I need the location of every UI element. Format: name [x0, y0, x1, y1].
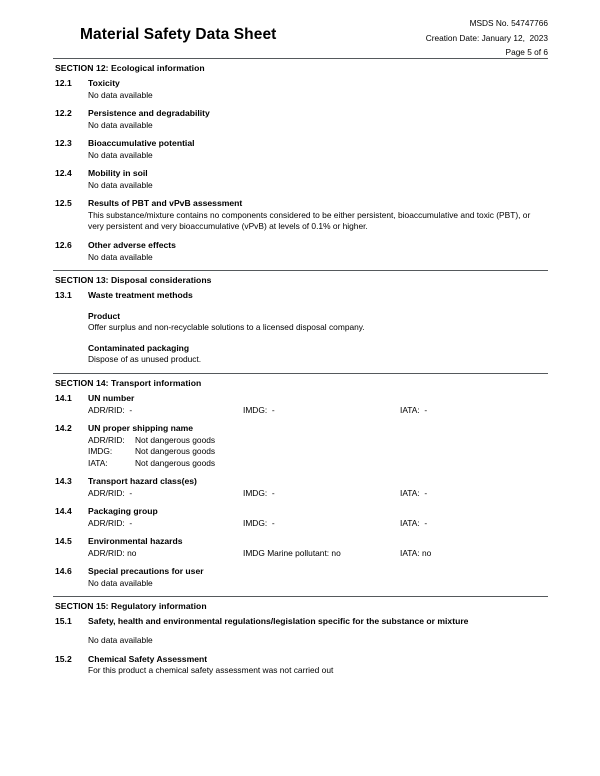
section-items [0, 393, 600, 596]
item-number: 12.4 [55, 168, 72, 179]
transport-kv-value: Not dangerous goods [135, 457, 216, 468]
item-text: This substance/mixture contains no components considered to be either persistent, bioaccumulative and toxic (PBT), or very persistent and very bioaccumulative (vPvB) at levels of 0.1% or higher. [88, 209, 531, 232]
item-body [88, 536, 548, 559]
item-heading: Bioaccumulative potential [88, 138, 195, 149]
item-heading: Special precautions for user [88, 566, 204, 577]
section-title: SECTION 14: Transport information [55, 378, 202, 389]
section-item [0, 138, 600, 168]
item-text: No data available [88, 89, 153, 100]
section-items [0, 290, 600, 373]
item-number: 14.5 [55, 536, 72, 547]
item-number: 12.1 [55, 78, 72, 88]
section-items [0, 78, 600, 270]
msds-number: MSDS No. 54747766 [469, 18, 548, 28]
sub-text: Offer surplus and non-recyclable solutions to a licensed disposal company. [88, 322, 365, 333]
section-title: SECTION 12: Ecological information [55, 63, 205, 73]
item-number: 12.2 [55, 108, 72, 119]
section-item [0, 78, 600, 108]
item-number: 14.3 [55, 476, 72, 487]
section-block [0, 270, 600, 373]
document-meta [426, 16, 548, 60]
section-divider [53, 373, 548, 374]
section-item [0, 108, 600, 138]
item-text: No data available [88, 119, 153, 130]
transport-mode-c1: ADR/RID: - [88, 487, 133, 498]
item-heading: Chemical Safety Assessment [88, 653, 208, 664]
item-number: 13.1 [55, 290, 72, 301]
item-body [88, 566, 548, 589]
sub-heading: Contaminated packaging [88, 342, 190, 353]
document-header [0, 0, 600, 58]
section-item [0, 506, 600, 536]
item-heading: Packaging group [88, 506, 158, 517]
section-item [0, 616, 600, 653]
item-text: No data available [88, 149, 153, 160]
transport-kv-key: IMDG: [88, 446, 113, 457]
item-body [88, 393, 548, 416]
section-items [0, 616, 600, 683]
transport-kv-value: Not dangerous goods [135, 446, 216, 457]
item-body [88, 423, 548, 469]
section-item [0, 654, 600, 684]
item-body [88, 240, 548, 263]
item-heading: Mobility in soil [88, 168, 148, 179]
item-heading: Environmental hazards [88, 536, 183, 547]
item-heading: Other adverse effects [88, 240, 176, 251]
item-body [88, 168, 548, 191]
section-divider [53, 596, 548, 597]
item-heading: UN proper shipping name [88, 423, 194, 434]
transport-mode-c3: IATA: - [400, 517, 428, 528]
item-number: 14.1 [55, 393, 72, 404]
item-body [88, 78, 548, 101]
item-text: For this product a chemical safety assessment was not carried out [88, 665, 334, 675]
transport-kv-row [88, 458, 548, 470]
sections-container [0, 58, 600, 684]
section-block [0, 596, 600, 683]
transport-mode-c3: IATA: - [400, 487, 428, 498]
item-text: No data available [88, 179, 153, 190]
section-block [0, 58, 600, 270]
transport-mode-c2: IMDG: - [243, 517, 275, 528]
sub-text: Dispose of as unused product. [88, 354, 202, 365]
section-item [0, 566, 600, 596]
item-body [88, 138, 548, 161]
item-heading: Results of PBT and vPvB assessment [88, 198, 243, 209]
transport-kv-row [88, 435, 548, 447]
transport-mode-c2: IMDG: - [243, 487, 275, 498]
item-number: 14.4 [55, 506, 72, 517]
sub-heading: Product [88, 310, 121, 321]
section-item [0, 240, 600, 270]
transport-kv-key: ADR/RID: [88, 434, 125, 445]
item-text: No data available [88, 577, 153, 588]
item-heading: UN number [88, 393, 135, 404]
transport-mode-c1: ADR/RID: no [88, 547, 137, 558]
item-heading: Waste treatment methods [88, 290, 193, 301]
item-number: 14.6 [55, 566, 72, 577]
section-title: SECTION 13: Disposal considerations [55, 275, 212, 286]
item-heading: Transport hazard class(es) [88, 476, 197, 487]
item-heading: Safety, health and environmental regulations/legislation specific for the substance or mixture [88, 616, 469, 627]
item-number: 12.6 [55, 240, 72, 251]
item-heading: Persistence and degradability [88, 108, 210, 119]
item-body [88, 616, 548, 646]
page-title: Material Safety Data Sheet [80, 26, 277, 43]
item-body [88, 198, 548, 233]
item-number: 14.2 [55, 423, 72, 434]
item-text: No data available [88, 634, 153, 645]
section-item [0, 168, 600, 198]
transport-mode-row [88, 548, 548, 560]
item-text: No data available [88, 251, 153, 262]
transport-mode-c3: IATA: - [400, 404, 428, 415]
item-number: 12.3 [55, 138, 72, 149]
transport-mode-c2: IMDG: - [243, 404, 275, 415]
creation-date: Creation Date: January 12, 2023 [425, 32, 548, 43]
transport-kv-row [88, 446, 548, 458]
transport-mode-row [88, 518, 548, 530]
item-heading: Toxicity [88, 78, 120, 88]
item-number: 15.2 [55, 653, 72, 664]
transport-mode-row [88, 405, 548, 417]
section-item [0, 198, 600, 240]
section-block [0, 373, 600, 596]
item-body [88, 654, 548, 677]
section-item [0, 423, 600, 476]
section-item [0, 476, 600, 506]
item-body [88, 290, 548, 366]
transport-mode-c2: IMDG Marine pollutant: no [243, 547, 341, 558]
section-item [0, 290, 600, 373]
item-number: 15.1 [55, 616, 72, 627]
section-item [0, 536, 600, 566]
section-title: SECTION 15: Regulatory information [55, 601, 207, 612]
transport-mode-c1: ADR/RID: - [88, 404, 133, 415]
page-number: Page 5 of 6 [505, 47, 548, 57]
transport-mode-row [88, 488, 548, 500]
item-number: 12.5 [55, 198, 72, 209]
transport-kv-key: IATA: [88, 457, 108, 468]
section-divider [53, 270, 548, 271]
section-item [0, 393, 600, 423]
transport-kv-value: Not dangerous goods [135, 434, 216, 445]
item-body [88, 108, 548, 131]
transport-mode-c3: IATA: no [400, 547, 432, 558]
item-body [88, 506, 548, 529]
transport-mode-c1: ADR/RID: - [88, 517, 133, 528]
item-body [88, 476, 548, 499]
